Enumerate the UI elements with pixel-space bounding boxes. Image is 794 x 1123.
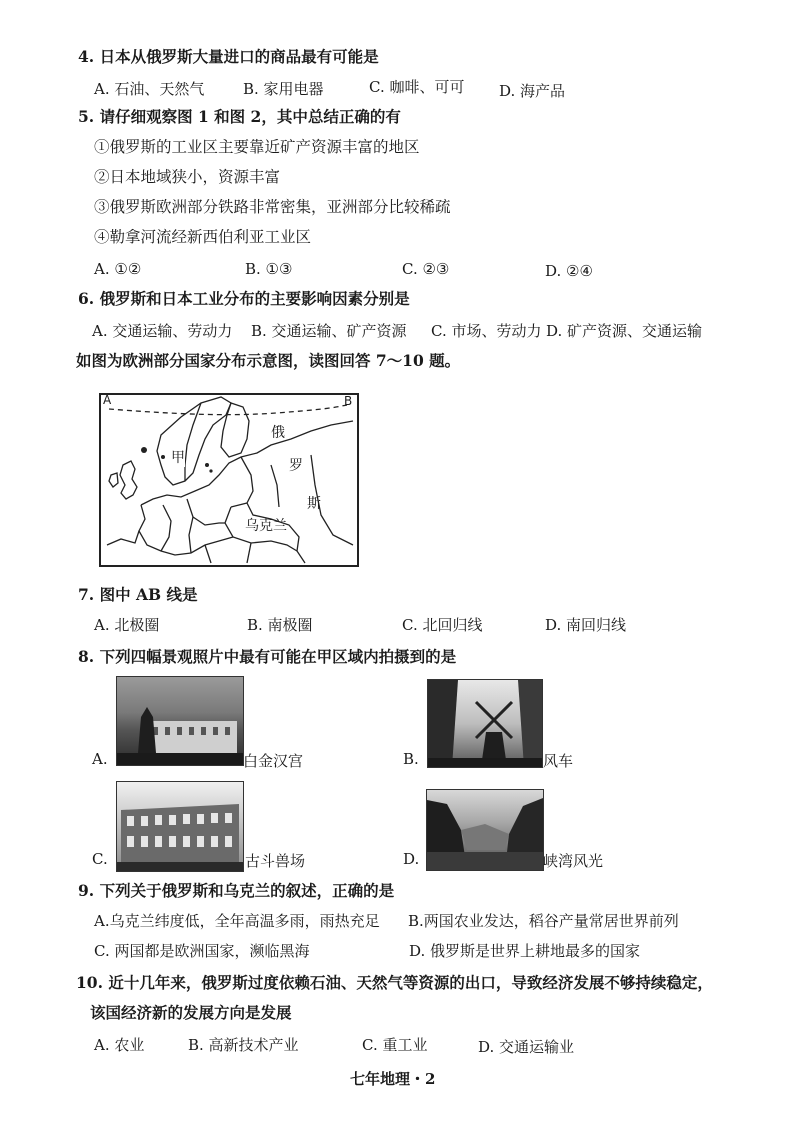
- q8-letter-b: B.: [403, 750, 419, 768]
- q6-option-a: A. 交通运输、劳动力: [92, 322, 233, 340]
- europe-map: [99, 393, 359, 567]
- q6-option-c: C. 市场、劳动力: [431, 322, 542, 340]
- question-9-stem: 9. 下列关于俄罗斯和乌克兰的叙述，正确的是: [78, 881, 395, 900]
- q10-option-c: C. 重工业: [362, 1036, 428, 1054]
- question-6-stem: 6. 俄罗斯和日本工业分布的主要影响因素分别是: [78, 289, 410, 308]
- q4-option-a: A. 石油、天然气: [94, 80, 205, 98]
- windmill-photo-art: [428, 680, 542, 767]
- q4-option-b: B. 家用电器: [243, 80, 324, 98]
- q5-option-d: D. ②④: [545, 262, 593, 280]
- q8-caption-a: 白金汉宫: [243, 752, 304, 770]
- question-10-stem-continued: 该国经济新的发展方向是发展: [90, 1003, 292, 1022]
- question-8-stem: 8. 下列四幅景观照片中最有可能在甲区域内拍摄到的是: [78, 647, 457, 666]
- question-5-stem: 5. 请仔细观察图 1 和图 2，其中总结正确的有: [78, 107, 401, 126]
- map-label-jia: 甲: [171, 447, 185, 467]
- q7-option-c: C. 北回归线: [402, 616, 483, 634]
- q5-statement-2: ②日本地域狭小，资源丰富: [94, 168, 281, 186]
- q9-option-c: C. 两国都是欧洲国家，濒临黑海: [94, 942, 310, 960]
- q9-option-a: A.乌克兰纬度低，全年高温多雨，雨热充足: [94, 912, 380, 930]
- q4-option-d: D. 海产品: [499, 82, 566, 100]
- q10-option-d: D. 交通运输业: [478, 1038, 575, 1056]
- map-label-b: B: [344, 394, 353, 408]
- q8-letter-a: A.: [92, 750, 108, 768]
- question-7-stem: 7. 图中 AB 线是: [78, 585, 198, 604]
- q4-option-c: C. 咖啡、可可: [369, 78, 465, 96]
- q5-option-c: C. ②③: [402, 260, 450, 278]
- map-label-a: A: [103, 393, 112, 407]
- fjord-photo-art: [427, 790, 543, 870]
- q7-option-d: D. 南回归线: [545, 616, 627, 634]
- page-footer: 七年地理・2: [350, 1070, 436, 1088]
- q7-option-a: A. 北极圈: [94, 616, 160, 634]
- question-4-stem: 4. 日本从俄罗斯大量进口的商品最有可能是: [78, 47, 379, 66]
- map-label-ukraine: 乌克兰: [245, 518, 287, 534]
- q10-option-a: A. 农业: [94, 1036, 145, 1054]
- map-label-russia-2: 罗: [289, 458, 303, 474]
- map-label-russia-1: 俄: [271, 425, 285, 441]
- q5-option-b: B. ①③: [245, 260, 293, 278]
- q6-option-b: B. 交通运输、矿产资源: [251, 322, 407, 340]
- q5-option-a: A. ①②: [94, 260, 142, 278]
- q8-photo-b: [427, 679, 543, 768]
- map-intro-text: 如图为欧洲部分国家分布示意图，读图回答 7～10 题。: [76, 351, 461, 370]
- q9-option-d: D. 俄罗斯是世界上耕地最多的国家: [409, 942, 641, 960]
- q8-letter-c: C.: [92, 850, 108, 868]
- q8-photo-c: [116, 781, 244, 872]
- europe-map-drawing: [101, 395, 357, 565]
- q9-option-b: B.两国农业发达，稻谷产量常居世界前列: [408, 912, 679, 930]
- q8-caption-b: 风车: [543, 752, 574, 770]
- question-10-stem: 10. 近十几年来，俄罗斯过度依赖石油、天然气等资源的出口，导致经济发展不够持续稳定，: [76, 973, 713, 992]
- palace-photo-art: [117, 677, 243, 765]
- q8-letter-d: D.: [403, 850, 420, 868]
- q8-photo-a: [116, 676, 244, 766]
- colosseum-photo-art: [117, 782, 243, 871]
- q8-photo-d: [426, 789, 544, 871]
- q7-option-b: B. 南极圈: [247, 616, 313, 634]
- q5-statement-4: ④勒拿河流经新西伯利亚工业区: [94, 228, 312, 246]
- q5-statement-3: ③俄罗斯欧洲部分铁路非常密集，亚洲部分比较稀疏: [94, 198, 451, 216]
- q6-option-d: D. 矿产资源、交通运输: [546, 322, 703, 340]
- q8-caption-c: 古斗兽场: [245, 852, 306, 870]
- q8-caption-d: 峡湾风光: [543, 852, 604, 870]
- q10-option-b: B. 高新技术产业: [188, 1036, 299, 1054]
- q5-statement-1: ①俄罗斯的工业区主要靠近矿产资源丰富的地区: [94, 138, 420, 156]
- map-label-russia-3: 斯: [307, 496, 321, 512]
